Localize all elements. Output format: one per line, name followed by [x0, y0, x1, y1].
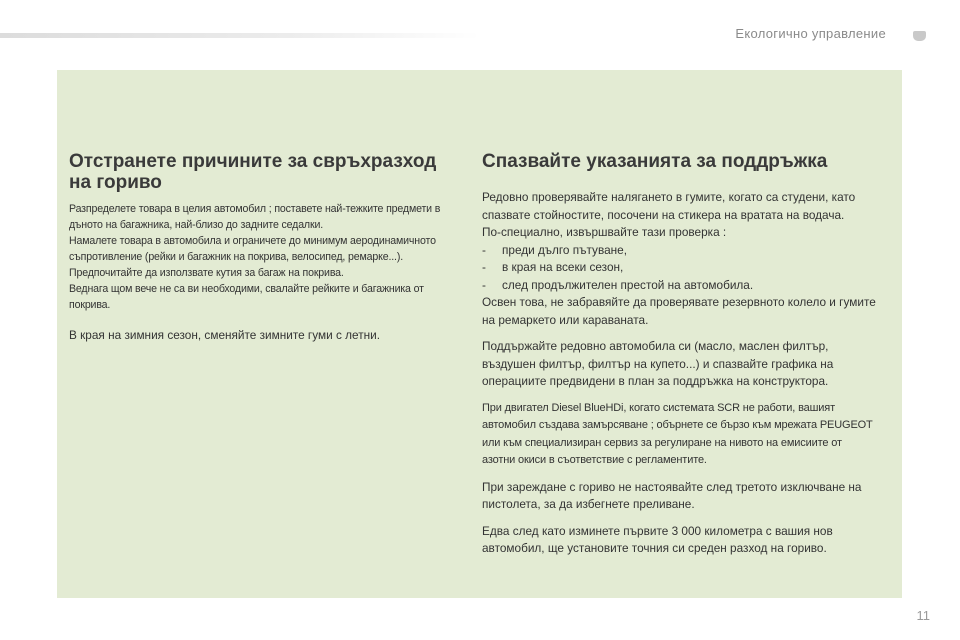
list-item: - в края на всеки сезон,	[482, 259, 877, 277]
list-item: - преди дълго пътуване,	[482, 242, 877, 260]
right-paragraph-6: При зареждане с гориво не настоявайте след третото изключване на пистолета, за да избегнете преливане.	[482, 479, 862, 511]
right-paragraph-4: Поддържайте редовно автомобила си (масло, маслен филтър, въздушен филтър, филтър на купето...) и спазвайте графика на операциите предвидени в план за поддръжка на конструктора.	[482, 339, 834, 388]
left-paragraph-2: Намалете товара в автомобила и ограничете до минимум аеродинамичното съпротивление (рейки и багажник на покрива, велосипед, ремарке...). Предпочитайте да използвате кутия за багаж на покрива.	[69, 235, 436, 279]
right-heading: Спазвайте указанията за поддръжка	[482, 151, 828, 172]
right-paragraph-5: При двигател Diesel BlueHDi, когато системата SCR не работи, вашият автомобил създава замърсяване ; обърнете се бързо към мрежата PEUGEOT или към специализиран сервиз за регулиране на нивото на емисиите от азотни окиси в съответствие с регламентите.	[482, 401, 873, 466]
list-item: - след продължителен престой на автомобила.	[482, 277, 877, 295]
left-paragraph-1: Разпределете товара в целия автомобил ; поставете най-тежките предмети в дъното на багажника, най-близо до задните седалки.	[69, 203, 441, 231]
left-paragraph-4: В края на зимния сезон, сменяйте зимните гуми с летни.	[69, 328, 380, 342]
header-decorative-bar	[0, 33, 480, 38]
right-paragraph-3: Освен това, не забравяйте да проверявате резервното колело и гумите на ремаркето или караваната.	[482, 295, 876, 327]
left-heading: Отстранете причините за свръхразход на гориво	[69, 151, 437, 193]
section-title: Екологично управление	[735, 26, 886, 41]
section-tab-marker	[913, 31, 926, 41]
page-number: 11	[916, 608, 930, 623]
right-paragraph-1: Редовно проверявайте налягането в гумите, когато са студени, като спазвате стойностите, посочени на стикера на вратата на водача.	[482, 190, 856, 222]
right-paragraph-7: Едва след като изминете първите 3 000 километра с вашия нов автомобил, ще установите точния си среден разход на гориво.	[482, 523, 833, 555]
check-list	[482, 242, 877, 295]
right-column	[482, 151, 877, 558]
right-paragraph-2: По-специално, извършвайте тази проверка :	[482, 225, 727, 239]
left-paragraph-3: Веднага щом вече не са ви необходими, свалайте рейките и багажника от покрива.	[69, 283, 424, 311]
content-panel	[57, 70, 902, 598]
left-column	[69, 151, 459, 345]
